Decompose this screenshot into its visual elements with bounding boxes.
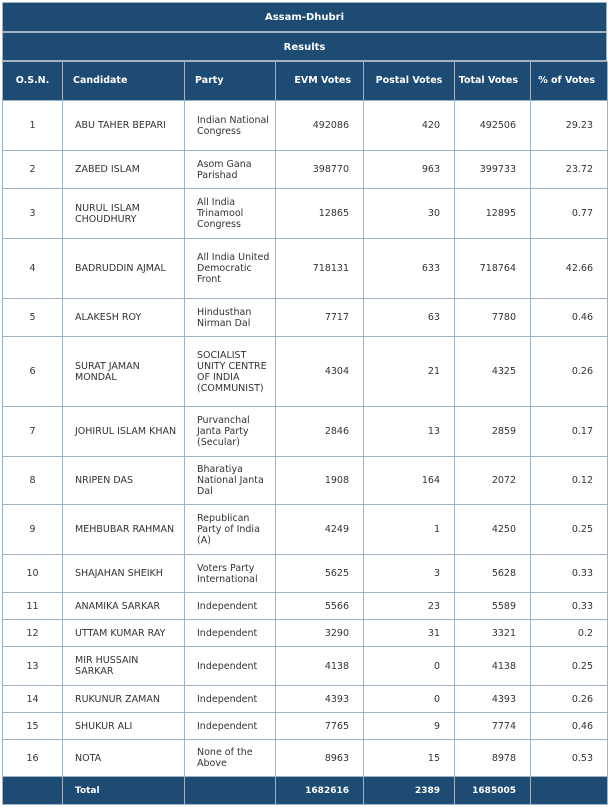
postal-votes-cell: 30 [364,189,455,239]
total-votes-cell: 4250 [455,505,531,555]
header-percent-votes: % of Votes [531,62,608,101]
postal-votes-cell: 9 [364,713,455,740]
total-votes-cell: 2859 [455,407,531,457]
evm-votes-cell: 492086 [276,101,364,151]
postal-votes-cell: 633 [364,239,455,299]
party-cell: Republican Party of India (A) [185,505,276,555]
osn-cell: 16 [3,740,63,777]
candidate-cell: ANAMIKA SARKAR [63,593,185,620]
osn-cell: 12 [3,620,63,647]
postal-votes-cell: 420 [364,101,455,151]
totals-party-cell [185,777,276,805]
total-votes-cell: 12895 [455,189,531,239]
table-row [3,620,608,647]
total-votes-cell: 3321 [455,620,531,647]
postal-votes-cell: 1 [364,505,455,555]
percent-votes-cell: 42.66 [531,239,608,299]
totals-evm-votes: 1682616 [276,777,364,805]
percent-votes-cell: 0.2 [531,620,608,647]
total-votes-cell: 4138 [455,647,531,686]
table-row [3,101,608,151]
evm-votes-cell: 1908 [276,457,364,505]
evm-votes-cell: 8963 [276,740,364,777]
candidate-cell: JOHIRUL ISLAM KHAN [63,407,185,457]
constituency-title: Assam-Dhubri [2,2,607,32]
postal-votes-cell: 15 [364,740,455,777]
osn-cell: 6 [3,337,63,407]
evm-votes-cell: 7717 [276,299,364,337]
table-row [3,555,608,593]
totals-label: Total [63,777,185,805]
percent-votes-cell: 0.46 [531,713,608,740]
totals-percent-votes [531,777,608,805]
candidate-cell: MEHBUBAR RAHMAN [63,505,185,555]
total-votes-cell: 718764 [455,239,531,299]
header-evm-votes: EVM Votes [276,62,364,101]
header-postal-votes: Postal Votes [364,62,455,101]
percent-votes-cell: 23.72 [531,151,608,189]
percent-votes-cell: 0.25 [531,647,608,686]
percent-votes-cell: 0.46 [531,299,608,337]
osn-cell: 7 [3,407,63,457]
table-row [3,740,608,777]
osn-cell: 5 [3,299,63,337]
osn-cell: 2 [3,151,63,189]
candidate-cell: UTTAM KUMAR RAY [63,620,185,647]
postal-votes-cell: 21 [364,337,455,407]
total-votes-cell: 492506 [455,101,531,151]
table-row [3,593,608,620]
osn-cell: 15 [3,713,63,740]
candidate-cell: SHAJAHAN SHEIKH [63,555,185,593]
evm-votes-cell: 4304 [276,337,364,407]
total-votes-cell: 5628 [455,555,531,593]
table-row [3,647,608,686]
postal-votes-cell: 963 [364,151,455,189]
candidate-cell: BADRUDDIN AJMAL [63,239,185,299]
header-row [3,62,608,101]
osn-cell: 11 [3,593,63,620]
party-cell: Asom Gana Parishad [185,151,276,189]
evm-votes-cell: 12865 [276,189,364,239]
percent-votes-cell: 0.33 [531,555,608,593]
header-total-votes: Total Votes [455,62,531,101]
candidate-cell: RUKUNUR ZAMAN [63,686,185,713]
table-row [3,686,608,713]
postal-votes-cell: 3 [364,555,455,593]
percent-votes-cell: 0.12 [531,457,608,505]
postal-votes-cell: 23 [364,593,455,620]
osn-cell: 4 [3,239,63,299]
header-party: Party [185,62,276,101]
party-cell: Indian National Congress [185,101,276,151]
table-row [3,407,608,457]
table-row [3,337,608,407]
total-votes-cell: 8978 [455,740,531,777]
party-cell: SOCIALIST UNITY CENTRE OF INDIA (COMMUNIST) [185,337,276,407]
evm-votes-cell: 7765 [276,713,364,740]
party-cell: All India Trinamool Congress [185,189,276,239]
candidate-cell: ALAKESH ROY [63,299,185,337]
evm-votes-cell: 3290 [276,620,364,647]
party-cell: Independent [185,686,276,713]
totals-postal-votes: 2389 [364,777,455,805]
party-cell: None of the Above [185,740,276,777]
osn-cell: 3 [3,189,63,239]
osn-cell: 13 [3,647,63,686]
evm-votes-cell: 2846 [276,407,364,457]
candidate-cell: NRIPEN DAS [63,457,185,505]
table-footer [3,777,608,805]
percent-votes-cell: 0.77 [531,189,608,239]
candidate-cell: NURUL ISLAM CHOUDHURY [63,189,185,239]
table-header [3,62,608,101]
evm-votes-cell: 5566 [276,593,364,620]
osn-cell: 9 [3,505,63,555]
table-row [3,299,608,337]
table-row [3,151,608,189]
percent-votes-cell: 0.25 [531,505,608,555]
totals-osn-cell [3,777,63,805]
party-cell: Purvanchal Janta Party (Secular) [185,407,276,457]
total-votes-cell: 2072 [455,457,531,505]
postal-votes-cell: 63 [364,299,455,337]
party-cell: Independent [185,593,276,620]
evm-votes-cell: 4393 [276,686,364,713]
table-row [3,189,608,239]
party-cell: Bharatiya National Janta Dal [185,457,276,505]
postal-votes-cell: 0 [364,686,455,713]
table-row [3,713,608,740]
party-cell: Voters Party International [185,555,276,593]
table-row [3,505,608,555]
total-votes-cell: 399733 [455,151,531,189]
total-votes-cell: 4325 [455,337,531,407]
total-votes-cell: 7774 [455,713,531,740]
results-container [2,2,607,805]
percent-votes-cell: 0.26 [531,337,608,407]
party-cell: All India United Democratic Front [185,239,276,299]
total-votes-cell: 7780 [455,299,531,337]
osn-cell: 1 [3,101,63,151]
header-osn: O.S.N. [3,62,63,101]
table-row [3,239,608,299]
results-table [2,61,608,805]
table-row [3,457,608,505]
osn-cell: 8 [3,457,63,505]
postal-votes-cell: 31 [364,620,455,647]
total-votes-cell: 4393 [455,686,531,713]
party-cell: Hindusthan Nirman Dal [185,299,276,337]
osn-cell: 14 [3,686,63,713]
osn-cell: 10 [3,555,63,593]
candidate-cell: ZABED ISLAM [63,151,185,189]
candidate-cell: NOTA [63,740,185,777]
party-cell: Independent [185,620,276,647]
evm-votes-cell: 4249 [276,505,364,555]
postal-votes-cell: 164 [364,457,455,505]
evm-votes-cell: 5625 [276,555,364,593]
evm-votes-cell: 718131 [276,239,364,299]
totals-row [3,777,608,805]
percent-votes-cell: 0.17 [531,407,608,457]
candidate-cell: MIR HUSSAIN SARKAR [63,647,185,686]
results-heading: Results [2,32,607,61]
totals-total-votes: 1685005 [455,777,531,805]
postal-votes-cell: 13 [364,407,455,457]
percent-votes-cell: 0.53 [531,740,608,777]
header-candidate: Candidate [63,62,185,101]
candidate-cell: SURAT JAMAN MONDAL [63,337,185,407]
party-cell: Independent [185,713,276,740]
evm-votes-cell: 4138 [276,647,364,686]
candidate-cell: SHUKUR ALI [63,713,185,740]
total-votes-cell: 5589 [455,593,531,620]
evm-votes-cell: 398770 [276,151,364,189]
percent-votes-cell: 0.26 [531,686,608,713]
postal-votes-cell: 0 [364,647,455,686]
percent-votes-cell: 29.23 [531,101,608,151]
percent-votes-cell: 0.33 [531,593,608,620]
candidate-cell: ABU TAHER BEPARI [63,101,185,151]
table-body [3,101,608,777]
party-cell: Independent [185,647,276,686]
